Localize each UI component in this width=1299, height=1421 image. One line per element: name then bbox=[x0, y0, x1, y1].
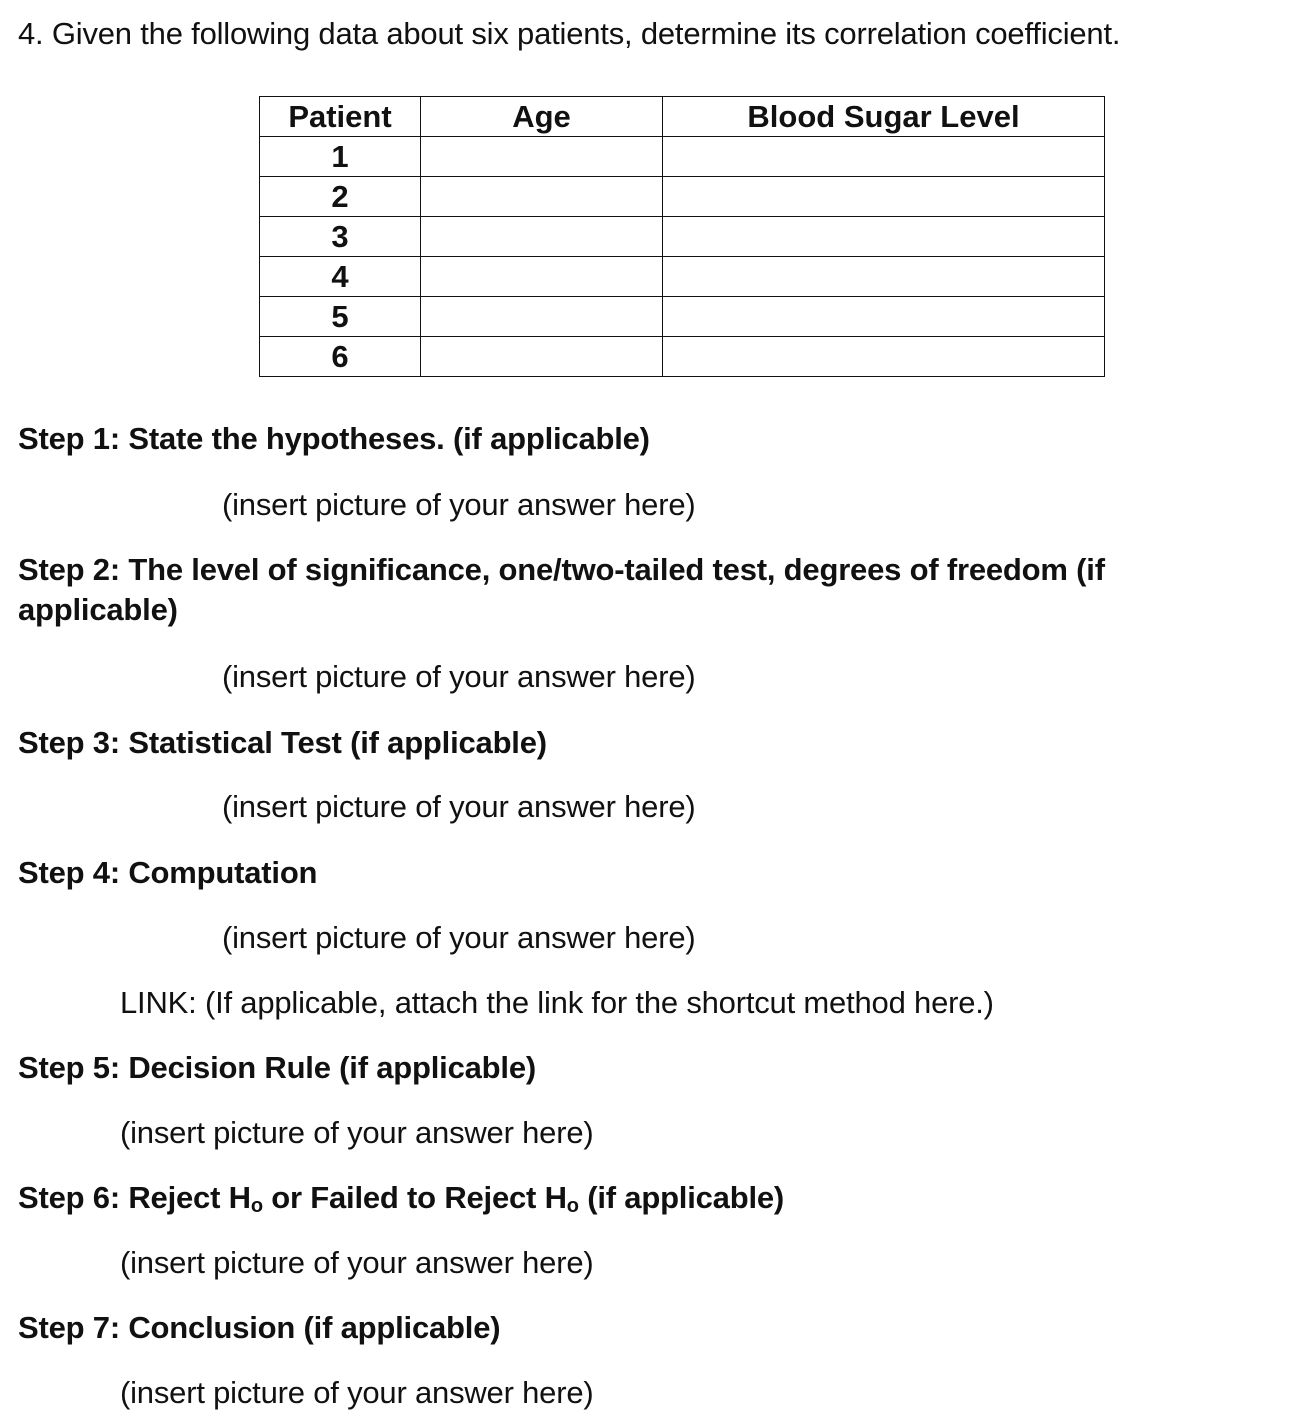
age-cell[interactable] bbox=[421, 297, 663, 337]
patient-data-table bbox=[259, 96, 1105, 377]
step-3-heading: Step 3: Statistical Test (if applicable) bbox=[18, 725, 547, 760]
step-2-answer-placeholder[interactable]: (insert picture of your answer here) bbox=[222, 659, 696, 694]
age-cell[interactable] bbox=[421, 217, 663, 257]
column-header-patient: Patient bbox=[260, 97, 421, 137]
step-7-answer-placeholder[interactable]: (insert picture of your answer here) bbox=[120, 1375, 594, 1410]
column-header-age: Age bbox=[421, 97, 663, 137]
age-cell[interactable] bbox=[421, 137, 663, 177]
blood-sugar-cell[interactable] bbox=[663, 337, 1105, 377]
step-1-heading: Step 1: State the hypotheses. (if applicable) bbox=[18, 421, 650, 456]
table-row bbox=[260, 137, 1105, 177]
blood-sugar-cell[interactable] bbox=[663, 257, 1105, 297]
age-cell[interactable] bbox=[421, 177, 663, 217]
step-5-heading: Step 5: Decision Rule (if applicable) bbox=[18, 1050, 536, 1085]
table-row bbox=[260, 297, 1105, 337]
table-row bbox=[260, 177, 1105, 217]
table-header-row bbox=[260, 97, 1105, 137]
table-row bbox=[260, 257, 1105, 297]
blood-sugar-cell[interactable] bbox=[663, 177, 1105, 217]
step-6-heading-part: (if applicable) bbox=[578, 1180, 785, 1215]
step-6-heading-part: Step 6: Reject H bbox=[18, 1180, 251, 1215]
patient-cell: 5 bbox=[260, 297, 421, 337]
step-1-answer-placeholder[interactable]: (insert picture of your answer here) bbox=[222, 487, 696, 522]
blood-sugar-cell[interactable] bbox=[663, 137, 1105, 177]
step-7-heading: Step 7: Conclusion (if applicable) bbox=[18, 1310, 501, 1345]
step-6-answer-placeholder[interactable]: (insert picture of your answer here) bbox=[120, 1245, 594, 1280]
age-cell[interactable] bbox=[421, 257, 663, 297]
step-6-heading-part: or Failed to Reject H bbox=[262, 1180, 567, 1215]
blood-sugar-cell[interactable] bbox=[663, 217, 1105, 257]
step-3-answer-placeholder[interactable]: (insert picture of your answer here) bbox=[222, 789, 696, 824]
blood-sugar-cell[interactable] bbox=[663, 297, 1105, 337]
patient-cell: 4 bbox=[260, 257, 421, 297]
step-6-heading bbox=[18, 1180, 784, 1218]
step-4-answer-placeholder[interactable]: (insert picture of your answer here) bbox=[222, 920, 696, 955]
patient-cell: 1 bbox=[260, 137, 421, 177]
null-hypothesis-subscript: o bbox=[566, 1195, 579, 1217]
step-4-heading: Step 4: Computation bbox=[18, 855, 318, 890]
table-row bbox=[260, 337, 1105, 377]
step-5-answer-placeholder[interactable]: (insert picture of your answer here) bbox=[120, 1115, 594, 1150]
question-text: 4. Given the following data about six patients, determine its correlation coefficient. bbox=[18, 16, 1121, 51]
table-row bbox=[260, 217, 1105, 257]
step-2-heading: Step 2: The level of significance, one/two-tailed test, degrees of freedom (if applicable) bbox=[18, 552, 1105, 627]
age-cell[interactable] bbox=[421, 337, 663, 377]
null-hypothesis-subscript: o bbox=[250, 1195, 263, 1217]
patient-cell: 6 bbox=[260, 337, 421, 377]
step-4-link-note[interactable]: LINK: (If applicable, attach the link for the shortcut method here.) bbox=[120, 985, 994, 1020]
patient-cell: 3 bbox=[260, 217, 421, 257]
patient-cell: 2 bbox=[260, 177, 421, 217]
column-header-blood-sugar-level: Blood Sugar Level bbox=[663, 97, 1105, 137]
